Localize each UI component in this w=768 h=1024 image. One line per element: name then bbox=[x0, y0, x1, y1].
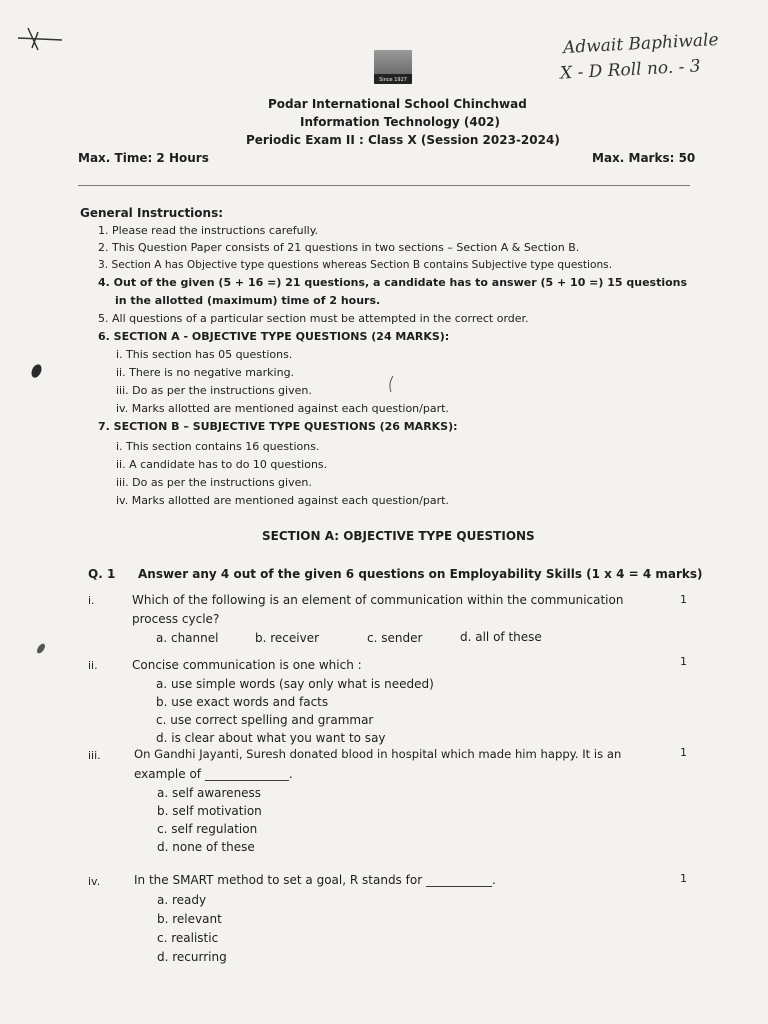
option: b. receiver bbox=[255, 631, 320, 645]
part-mark: 1 bbox=[680, 655, 687, 668]
instruction-7-i: i. This section contains 16 questions. bbox=[116, 440, 320, 453]
part-number: ii. bbox=[88, 659, 98, 672]
part-number: i. bbox=[88, 594, 95, 607]
instruction-5: 5. All questions of a particular section must be attempted in the correct order. bbox=[98, 312, 529, 325]
instruction-6-iv: iv. Marks allotted are mentioned against each question/part. bbox=[116, 402, 449, 415]
option: d. none of these bbox=[157, 840, 255, 854]
header-divider bbox=[78, 185, 690, 186]
question-text: Answer any 4 out of the given 6 questions on Employability Skills (1 x 4 = 4 marks) bbox=[138, 567, 703, 581]
option: c. self regulation bbox=[157, 822, 258, 836]
option: a. use simple words (say only what is needed) bbox=[156, 677, 434, 691]
instruction-6-i: i. This section has 05 questions. bbox=[116, 348, 293, 361]
instruction-7-ii: ii. A candidate has to do 10 questions. bbox=[116, 458, 328, 471]
max-time: Max. Time: 2 Hours bbox=[78, 151, 209, 165]
part-mark: 1 bbox=[680, 746, 687, 759]
part-number: iii. bbox=[88, 749, 101, 762]
pen-mark bbox=[386, 374, 396, 394]
instruction-4: 4. Out of the given (5 + 16 =) 21 questions, a candidate has to answer (5 + 10 =) 15 questions bbox=[98, 276, 688, 289]
part-mark: 1 bbox=[680, 872, 687, 885]
instructions-title: General Instructions: bbox=[80, 206, 224, 220]
part-text-cont: process cycle? bbox=[132, 612, 220, 626]
part-text: In the SMART method to set a goal, R stands for ___________. bbox=[134, 873, 496, 887]
part-number: iv. bbox=[88, 875, 101, 888]
option: b. use exact words and facts bbox=[156, 695, 329, 709]
instruction-1: 1. Please read the instructions carefully. bbox=[98, 224, 319, 237]
option: c. sender bbox=[367, 631, 423, 645]
option: a. self awareness bbox=[157, 786, 262, 800]
instruction-7-iv: iv. Marks allotted are mentioned against each question/part. bbox=[116, 494, 449, 507]
option: c. realistic bbox=[157, 931, 219, 945]
exam-title: Periodic Exam II : Class X (Session 2023-2024) bbox=[246, 133, 560, 147]
instruction-6: 6. SECTION A - OBJECTIVE TYPE QUESTIONS (24 MARKS): bbox=[98, 330, 450, 343]
instruction-6-iii: iii. Do as per the instructions given. bbox=[116, 384, 312, 397]
option: a. ready bbox=[157, 893, 207, 907]
part-mark: 1 bbox=[680, 593, 687, 606]
option: b. relevant bbox=[157, 912, 222, 926]
option: d. all of these bbox=[460, 630, 542, 644]
option: c. use correct spelling and grammar bbox=[156, 713, 374, 727]
ink-blot bbox=[35, 642, 46, 654]
subject-title: Information Technology (402) bbox=[300, 115, 500, 129]
option: d. recurring bbox=[157, 950, 227, 964]
handwritten-name: Adwait Baphiwale bbox=[562, 29, 720, 59]
instruction-2: 2. This Question Paper consists of 21 questions in two sections – Section A & Section B. bbox=[98, 241, 580, 254]
instruction-3: 3. Section A has Objective type questions whereas Section B contains Subjective type questions. bbox=[98, 259, 613, 271]
instruction-7: 7. SECTION B – SUBJECTIVE TYPE QUESTIONS (26 MARKS): bbox=[98, 420, 458, 433]
instruction-7-iii: iii. Do as per the instructions given. bbox=[116, 476, 312, 489]
section-a-title: SECTION A: OBJECTIVE TYPE QUESTIONS bbox=[262, 529, 535, 543]
school-name: Podar International School Chinchwad bbox=[268, 97, 527, 111]
option: a. channel bbox=[156, 631, 219, 645]
part-text: Which of the following is an element of communication within the communication bbox=[132, 593, 624, 607]
part-text-cont: example of ______________. bbox=[134, 767, 293, 781]
part-text: On Gandhi Jayanti, Suresh donated blood in hospital which made him happy. It is an bbox=[134, 747, 622, 761]
option: b. self motivation bbox=[157, 804, 262, 818]
school-logo: Since 1927 bbox=[374, 50, 412, 84]
pen-mark bbox=[14, 24, 66, 54]
handwritten-class-roll: X - D Roll no. - 3 bbox=[559, 56, 702, 84]
max-marks: Max. Marks: 50 bbox=[592, 151, 696, 165]
instruction-4-cont: in the allotted (maximum) time of 2 hours. bbox=[115, 294, 381, 307]
instruction-6-ii: ii. There is no negative marking. bbox=[116, 366, 295, 379]
question-number: Q. 1 bbox=[88, 567, 116, 581]
part-text: Concise communication is one which : bbox=[132, 658, 362, 672]
option: d. is clear about what you want to say bbox=[156, 731, 386, 745]
ink-blot bbox=[29, 363, 43, 379]
